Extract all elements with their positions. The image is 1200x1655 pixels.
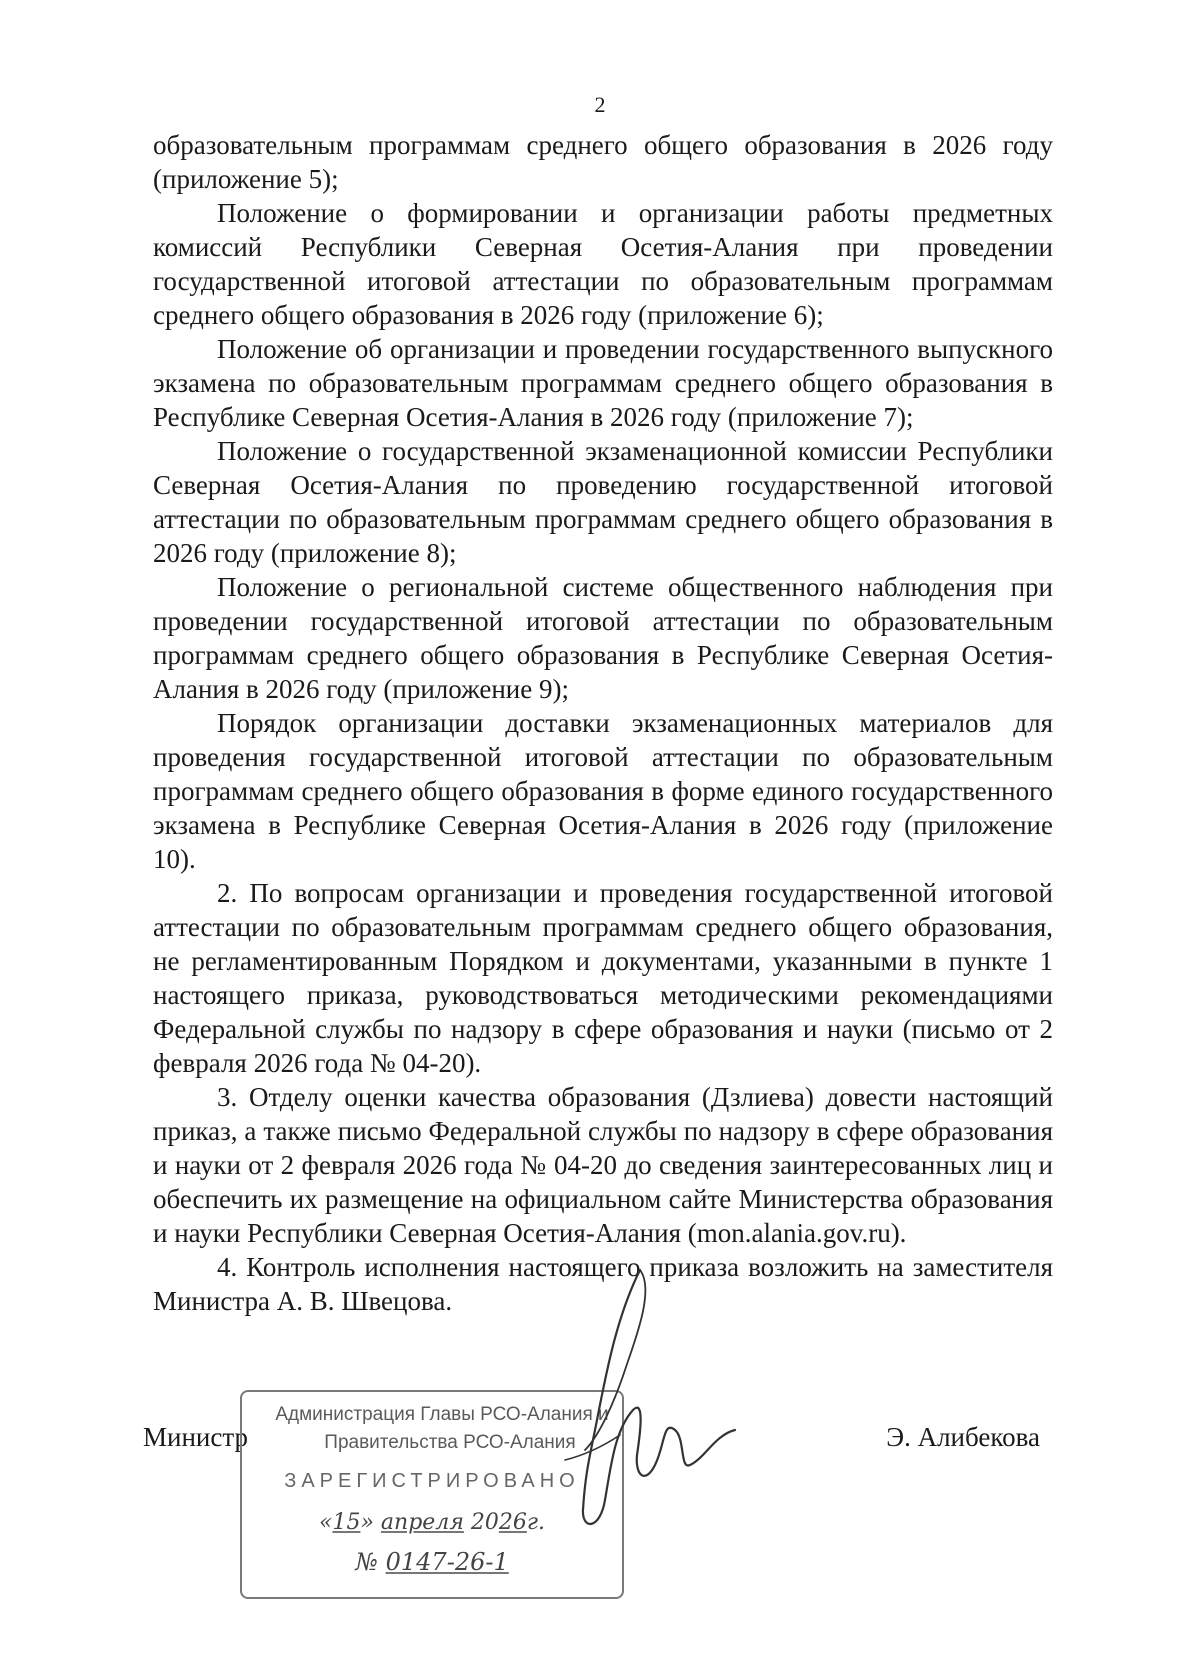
stamp-date-day: 15 <box>332 1510 361 1535</box>
stamp-registered-label: ЗАРЕГИСТРИРОВАНО <box>284 1470 580 1492</box>
paragraph-1: образовательным программам среднего общего образования в 2026 году (приложение 5); <box>153 130 1053 194</box>
stamp-number-prefix: № <box>355 1548 378 1576</box>
paragraph-2: Положение о формировании и организации работы предметных комиссий Республики Северная Осетия-Алания при проведении государственной итоговой аттестации по образовательным программам среднего общего образования в 2026 году (приложение 6); <box>153 198 1053 330</box>
stamp-line-2: Правительства РСО-Алания <box>324 1432 576 1453</box>
handwritten-signature-icon <box>545 1260 745 1580</box>
signatory-title: Министр <box>143 1422 248 1452</box>
stamp-date-year-prefix: 20 <box>470 1510 499 1535</box>
paragraph-3: Положение об организации и проведении государственного выпускного экзамена по образовательным программам среднего общего образования в Республике Северная Осетия-Алания в 2026 году (приложение 7); <box>153 334 1053 432</box>
stamp-number-value: 0147-26-1 <box>385 1548 509 1576</box>
paragraph-9: 4. Контроль исполнения настоящего приказа возложить на заместителя Министра А. В. Швецова. <box>153 1252 1053 1316</box>
stamp-date-year-suffix: 26 <box>498 1510 527 1535</box>
signature-block <box>0 1400 1200 1620</box>
stamp-date-month: апреля <box>380 1510 464 1535</box>
stamp-date-open: « <box>318 1510 333 1535</box>
paragraph-5: Положение о региональной системе общественного наблюдения при проведении государственной итоговой аттестации по образовательным программам среднего общего образования в Республике Северная Осетия-Алания в 2026 году (приложение 9); <box>153 572 1053 704</box>
paragraph-8: 3. Отделу оценки качества образования (Дзлиева) довести настоящий приказ, а также письмо Федеральной службы по надзору в сфере образования и науки от 2 февраля 2026 года № 04-20 до сведения заинтересованных лиц и обеспечить их размещение на официальном сайте Министерства образования и науки Республики Северная Осетия-Алания (mon.alania.gov.ru). <box>153 1082 1053 1248</box>
paragraph-6: Порядок организации доставки экзаменационных материалов для проведения государственной итоговой аттестации по образовательным программам среднего общего образования в форме единого государственного экзамена в Республике Северная Осетия-Алания в 2026 году (приложение 10). <box>153 708 1053 874</box>
stamp-line-1: Администрация Главы РСО-Алания и <box>275 1404 609 1425</box>
page-number: 2 <box>594 92 606 117</box>
paragraph-7: 2. По вопросам организации и проведения государственной итоговой аттестации по образовательным программам среднего общего образования, не регламентированным Порядком и документами, указанными в пункте 1 настоящего приказа, руководствоваться методическими рекомендациями Федеральной службы по надзору в сфере образования и науки (письмо от 2 февраля 2026 года № 04-20). <box>153 878 1053 1078</box>
stamp-date-year-unit: г. <box>526 1510 546 1535</box>
signatory-name: Э. Алибекова <box>886 1422 1040 1452</box>
stamp-date-close: » <box>360 1510 374 1535</box>
paragraph-4: Положение о государственной экзаменационной комиссии Республики Северная Осетия-Алания по проведению государственной итоговой аттестации по образовательным программам среднего общего образования в 2026 году (приложение 8); <box>153 436 1053 568</box>
document-body <box>153 128 1053 1318</box>
